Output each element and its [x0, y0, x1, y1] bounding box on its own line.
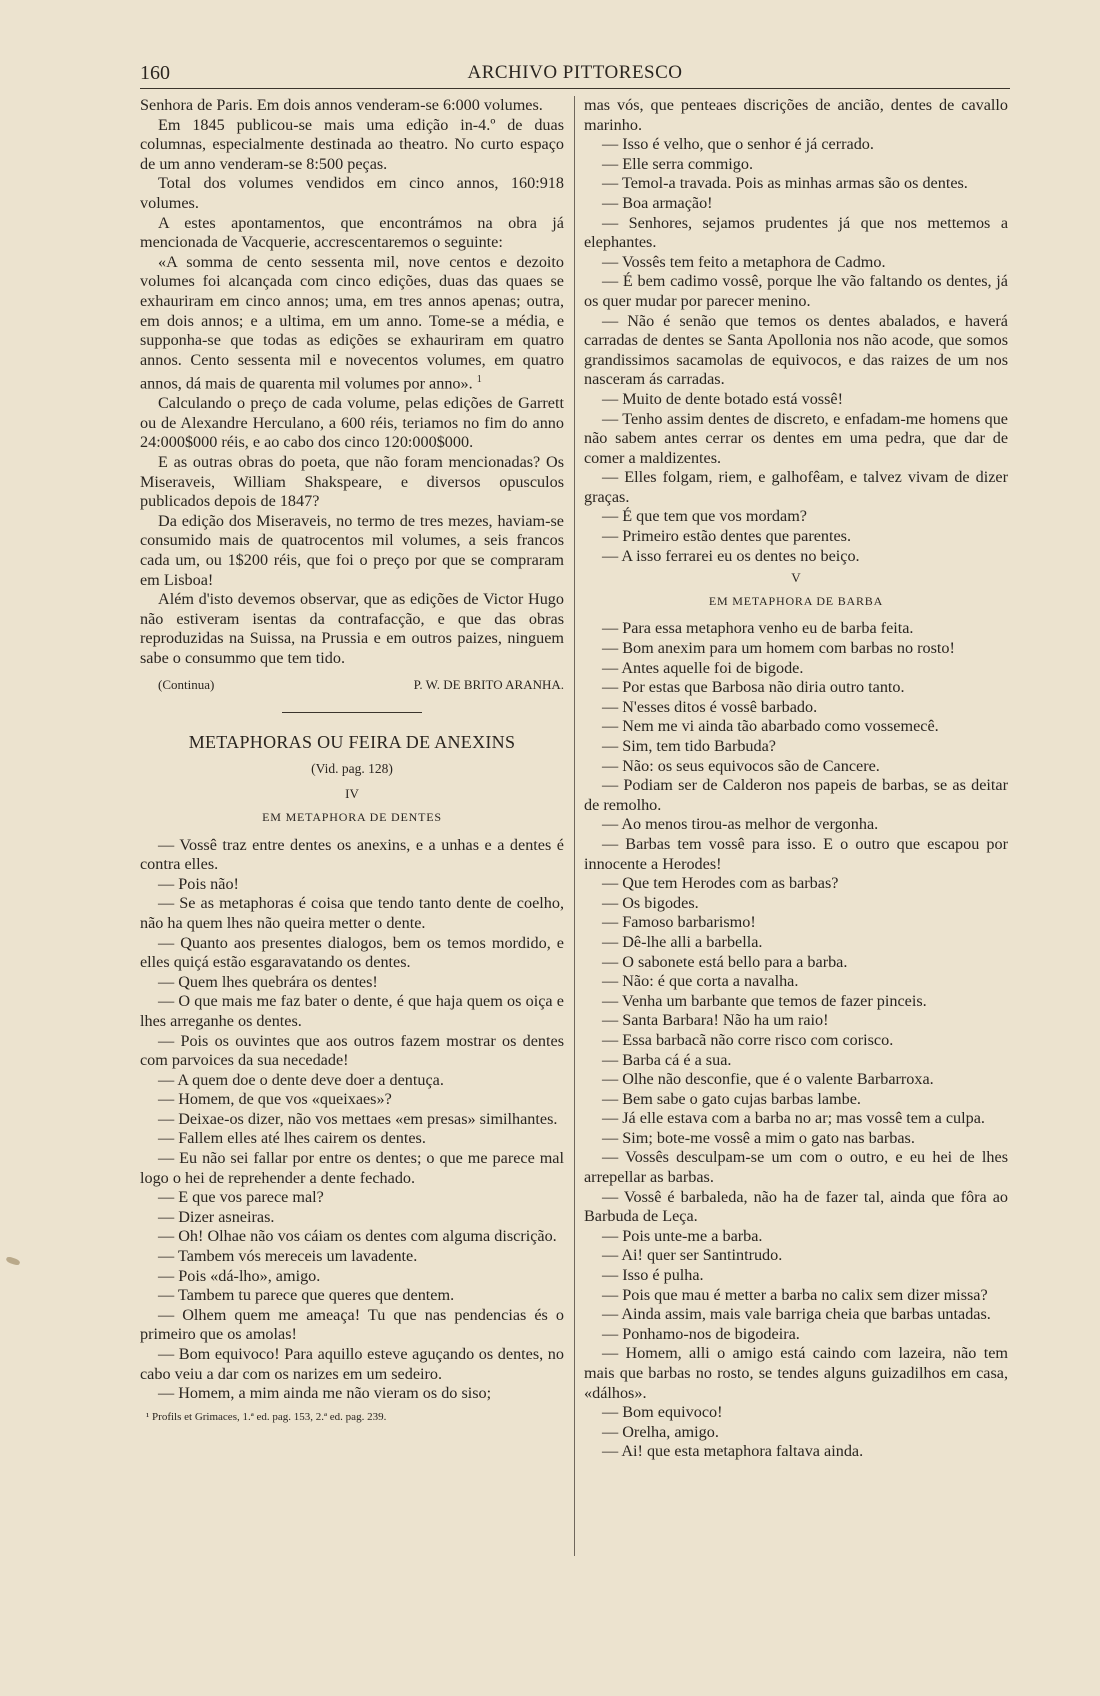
dialogue-line: — Ponhamo-nos de bigodeira. — [602, 1324, 800, 1343]
dialogue-line: — Não: os seus equivocos são de Cancere. — [602, 756, 880, 775]
article-reference: (Vid. pag. 128) — [311, 760, 393, 776]
dialogue-line: — Dê-lhe alli a barbella. — [602, 932, 763, 951]
dialogue-line: — A isso ferrarei eu os dentes no beiço. — [602, 546, 860, 565]
dialogue-line: — Primeiro estão dentes que parentes. — [602, 527, 852, 546]
dialogue-line: — Isso é pulha. — [602, 1266, 704, 1285]
author-signature: P. W. DE BRITO ARANHA. — [413, 676, 564, 692]
dialogue-line: — Ao menos tirou-as melhor de vergonha. — [602, 815, 879, 834]
dialogue-line: — Olhem quem me ameaça! Tu que nas pendencias és o primeiro que os amolas! — [140, 1305, 564, 1344]
paragraph: Senhora de Paris. Em dois annos venderam-se 6:000 volumes. — [140, 96, 543, 114]
dialogue-line: — Se as metaphoras é coisa que tendo tanto dente de coelho, não ha quem lhes não queira metter o dente. — [140, 894, 564, 932]
dialogue-line: — Orelha, amigo. — [602, 1422, 719, 1441]
dialogue-line: — É que tem que vos mordam? — [602, 507, 807, 526]
dialogue-line: — Vossê traz entre dentes os anexins, e a unhas e a dentes é contra elles. — [140, 835, 564, 874]
dialogue-line: — Homem, de que vos «queixaes»? — [158, 1090, 392, 1109]
dialogue-line: — Barba cá é a sua. — [602, 1050, 732, 1069]
dialogue-line: — Ai! que esta metaphora faltava ainda. — [602, 1442, 864, 1461]
journal-title: ARCHIVO PITTORESCO — [467, 62, 683, 83]
dialogue-line: — Antes aquelle foi de bigode. — [602, 658, 804, 677]
dialogue-line: — Temol-a travada. Pois as minhas armas são os dentes. — [602, 174, 968, 193]
paragraph: Além d'isto devemos observar, que as edições de Victor Hugo não estiveram isentas da contrafacção, e que das obras reproduzidas na Suissa, na Prussia e em outros paizes, ninguem sabe o consummo que tem tido. — [140, 590, 564, 668]
dialogue-line: — Pois não! — [158, 874, 239, 893]
dialogue-line: — A quem doe o dente deve doer a dentuça. — [158, 1070, 444, 1089]
paragraph: Total dos volumes vendidos em cinco annos, 160:918 volumes. — [140, 174, 564, 212]
dialogue-line: — Quanto aos presentes dialogos, bem os temos mordido, e elles quiçá estão esgaravatando os dentes. — [140, 933, 564, 972]
dialogue-line: — Eu não sei fallar por entre os dentes; o que me parece mal logo o hei de reprehender a dente fechado. — [140, 1149, 564, 1187]
section-rule — [282, 712, 422, 713]
paragraph: Em 1845 publicou-se mais uma edição in-4.º de duas columnas, especialmente destinada ao theatro. No curto espaço de um anno venderam-se 8:500 peças. — [140, 115, 564, 173]
dialogue-line: — Senhores, sejamos prudentes já que nos mettemos a elephantes. — [584, 213, 1008, 252]
dialogue-line: — Fallem elles até lhes cairem os dentes. — [158, 1129, 426, 1148]
dialogue-line: — Venha um barbante que temos de fazer pinceis. — [602, 991, 927, 1010]
dialogue-line: — Pois que mau é metter a barba no calix sem dizer missa? — [602, 1285, 988, 1304]
quote-paragraph — [140, 253, 564, 395]
dialogue-line: mas vós, que penteaes discrições de ancião, dentes de cavallo marinho. — [584, 96, 1008, 134]
dialogue-line: — O sabonete está bello para a barba. — [602, 952, 848, 971]
dialogue-line: — Tenho assim dentes de discreto, e enfadam-me homens que não sabem antes cerrar os dentes em uma pedra, que dar de comer a maldizentes. — [584, 409, 1008, 467]
dialogue-line: — Deixae-os dizer, não vos mettaes «em presas» similhantes. — [158, 1109, 558, 1128]
dialogue-line: — Famoso barbarismo! — [602, 913, 756, 932]
dialogue-line: — Não: é que corta a navalha. — [602, 972, 799, 991]
dialogue-line: — Homem, alli o amigo está caindo com lazeira, não tem mais que barbas no rosto, se tendes alguns guizadilhos em casa, «dálhos». — [584, 1344, 1008, 1402]
continua-label: (Continua) — [158, 676, 215, 692]
dialogue-line: — Boa armação! — [602, 193, 713, 212]
dialogue-line: — Pois «dá-lho», amigo. — [158, 1266, 321, 1285]
dialogue-line: — Barbas tem vossê para isso. E o outro que escapou por innocente a Herodes! — [584, 834, 1008, 873]
article-title: METAPHORAS OU FEIRA DE ANEXINS — [188, 732, 516, 753]
paragraph: A estes apontamentos, que encontrámos na obra já mencionada de Vacquerie, accrescentaremos o seguinte: — [140, 213, 564, 252]
dialogue-block — [584, 96, 1008, 566]
dialogue-line: — Essa barbacã não corre risco com corisco. — [602, 1030, 894, 1049]
dialogue-line: — Elle serra commigo. — [602, 154, 754, 173]
dialogue-line: — O que mais me faz bater o dente, é que haja quem os oiça e lhes arreganhe os dentes. — [140, 992, 564, 1030]
dialogue-line: — Sim; bote-me vossê a mim o gato nas barbas. — [602, 1128, 915, 1147]
dialogue-line: — Para essa metaphora venho eu de barba feita. — [602, 619, 914, 638]
left-column — [140, 96, 564, 1424]
dialogue-line: — Bom equivoco! Para aquillo esteve aguçando os dentes, no cabo veiu a dar com os narizes em um sedeiro. — [140, 1345, 564, 1383]
dialogue-line: — Oh! Olhae não vos cáiam os dentes com alguma discrição. — [158, 1227, 557, 1246]
dialogue-line: — Bom equivoco! — [602, 1403, 723, 1422]
dialogue-line: — Por estas que Barbosa não diria outro tanto. — [602, 678, 905, 697]
quote-text: «A somma de cento sessenta mil, nove centos e dezoito volumes foi alcançada com cinco edições, duas das quaes se exhauriram em cinco annos; uma, em tres annos apenas; outra, em dois annos; e a ultima, em um anno. Tome-se a média, e supponha-se que todas as edições se exhauriram em quatro annos. Cento sessenta mil e novecentos volumes, em quatro annos, dá mais de quarenta mil volumes por anno». — [140, 252, 564, 393]
dialogue-line: — Vossês tem feito a metaphora de Cadmo. — [602, 252, 886, 271]
paper-stain — [5, 1256, 20, 1266]
dialogue-line: — Tambem tu parece que queres que dentem. — [158, 1286, 455, 1305]
dialogue-line: — É bem cadimo vossê, porque lhe vão faltando os dentes, já os quer mudar por parecer menino. — [584, 272, 1008, 310]
dialogue-line: — Já elle estava com a barba no ar; mas vossê tem a culpa. — [602, 1109, 985, 1128]
dialogue-line: — N'esses ditos é vossê barbado. — [602, 697, 818, 716]
column-divider — [574, 96, 575, 1556]
section-number: V — [791, 570, 801, 586]
dialogue-line: — Ai! quer ser Santintrudo. — [602, 1246, 783, 1265]
dialogue-line: — Santa Barbara! Não ha um raio! — [602, 1011, 829, 1030]
section-heading: EM METAPHORA DE BARBA — [708, 593, 884, 608]
dialogue-line: — Ainda assim, mais vale barriga cheia que barbas untadas. — [602, 1305, 991, 1324]
dialogue-block — [140, 836, 564, 1404]
dialogue-line: — Pois unte-me a barba. — [602, 1226, 763, 1245]
paragraph: Da edição dos Miseraveis, no termo de tres mezes, haviam-se consumido mais de quatrocentos mil volumes, a seis francos cada um, ou 1$200 réis, que foi o preço por que se compraram em Lisboa! — [140, 511, 564, 589]
paragraph: E as outras obras do poeta, que não foram mencionadas? Os Miseraveis, William Shakspeare, e diversos opusculos publicados depois de 1847? — [140, 453, 564, 511]
dialogue-line: — Vossê é barbaleda, não ha de fazer tal, ainda que fôra ao Barbuda de Leça. — [584, 1187, 1008, 1226]
dialogue-line: — Os bigodes. — [602, 893, 699, 912]
right-column — [584, 96, 1008, 1462]
signature-line — [158, 675, 564, 695]
dialogue-line: — Olhe não desconfie, que é o valente Barbarroxa. — [602, 1070, 934, 1089]
dialogue-line: — Bem sabe o gato cujas barbas lambe. — [602, 1089, 861, 1108]
section-number: IV — [345, 786, 359, 802]
dialogue-line: — Dizer asneiras. — [158, 1207, 275, 1226]
dialogue-block — [584, 619, 1008, 1462]
dialogue-line: — Elles folgam, riem, e galhofêam, e talvez vivam de dizer graças. — [584, 468, 1008, 506]
dialogue-line: — Muito de dente botado está vossê! — [602, 389, 843, 408]
dialogue-line: — Não é senão que temos os dentes abalados, e haverá carradas de dentes se Santa Apollonia nos não acode, que somos grandissimos sacamolas de equivocos, e das raizes de um nos nasceram ás carradas. — [584, 311, 1008, 389]
page-number: 160 — [140, 62, 170, 84]
dialogue-line: — Homem, a mim ainda me não vieram os do siso; — [158, 1384, 492, 1403]
dialogue-line: — Nem me vi ainda tão abarbado como vossemecê. — [602, 717, 939, 736]
footnote-marker: 1 — [476, 374, 482, 386]
page-header — [140, 60, 1010, 89]
section-heading: EM METAPHORA DE DENTES — [262, 809, 442, 824]
dialogue-line: — Bom anexim para um homem com barbas no rosto! — [602, 639, 955, 658]
dialogue-line: — Que tem Herodes com as barbas? — [602, 874, 839, 893]
dialogue-line: — Vossês desculpam-se um com o outro, e eu hei de lhes arrepellar as barbas. — [584, 1148, 1008, 1187]
dialogue-line: — Quem lhes quebrára os dentes! — [158, 972, 378, 991]
dialogue-line: — Podiam ser de Calderon nos papeis de barbas, se as deitar de remolho. — [584, 776, 1008, 814]
footnote: ¹ Profils et Grimaces, 1.ª ed. pag. 153, 2.ª ed. pag. 239. — [146, 1410, 387, 1423]
dialogue-line: — E que vos parece mal? — [158, 1188, 324, 1207]
dialogue-line: — Tambem vós mereceis um lavadente. — [158, 1247, 418, 1266]
dialogue-line: — Pois os ouvintes que aos outros fazem mostrar os dentes com parvoices da sua necedade! — [140, 1031, 564, 1070]
dialogue-line: — Sim, tem tido Barbuda? — [602, 737, 776, 755]
dialogue-line: — Isso é velho, que o senhor é já cerrado. — [602, 135, 874, 154]
paragraph: Calculando o preço de cada volume, pelas edições de Garrett ou de Alexandre Herculano, a 600 réis, teriamos no fim do anno 24:000$000 réis, e ao cabo dos cinco 120:000$000. — [140, 394, 564, 452]
